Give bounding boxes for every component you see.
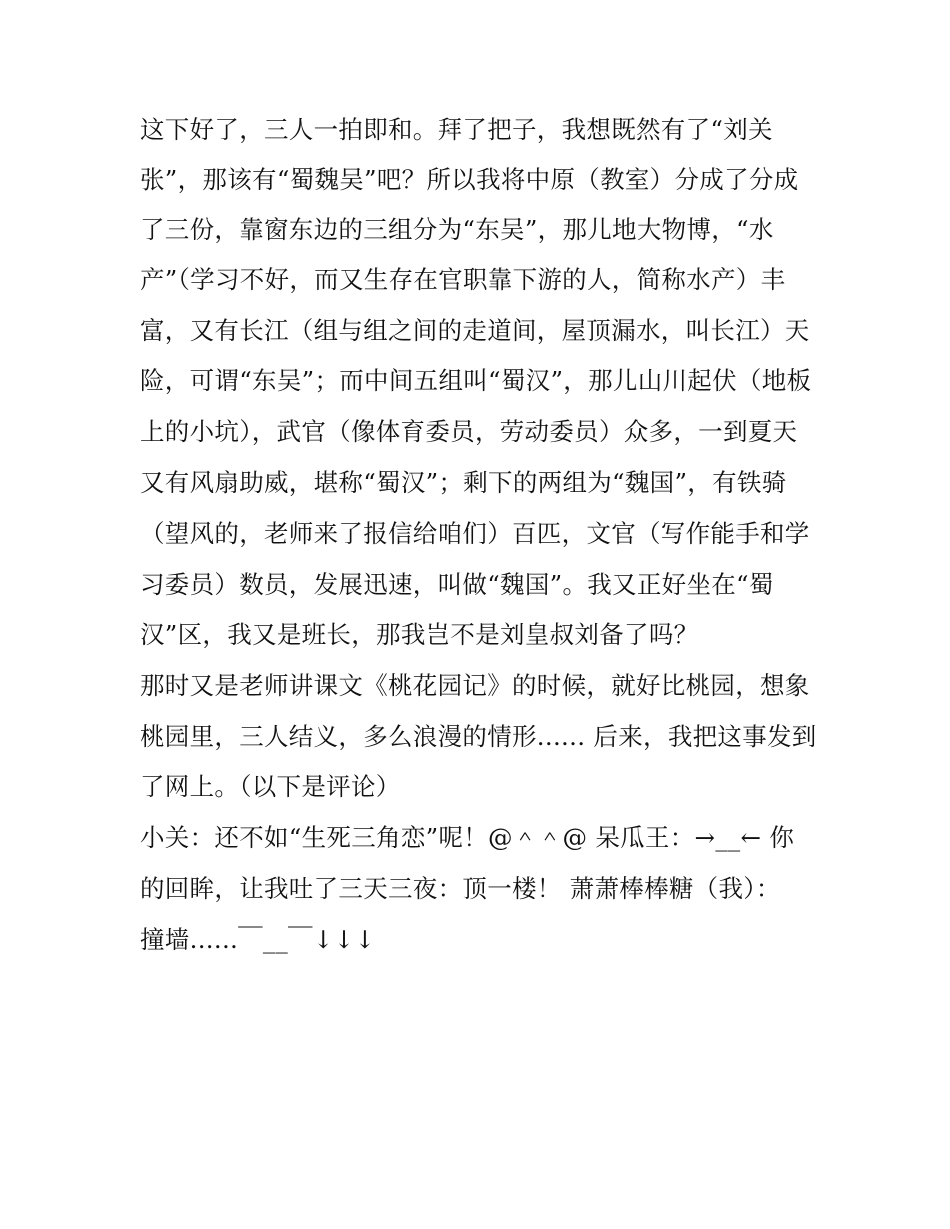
text-line-14: 了网上。（以下是评论） (140, 772, 401, 801)
text-line-2: 张”，那该有“蜀魏吴”吧？所以我将中原（教室）分成了分成 (140, 165, 799, 194)
text-line-1: 这下好了，三人一拍即和。拜了把子，我想既然有了“刘关 (140, 115, 773, 144)
text-line-9: （望风的，老师来了报信给咱们）百匹，文官（写作能手和学 (140, 519, 810, 548)
text-line-8: 又有风扇助威，堪称“蜀汉”；剩下的两组为“魏国”，有铁骑 (140, 468, 787, 497)
text-line-12: 那时又是老师讲课文《桃花园记》的时候，就好比桃园，想象 (140, 671, 810, 700)
text-line-13: 桃园里，三人结义，多么浪漫的情形...... 后来，我把这事发到 (140, 722, 817, 751)
text-line-10: 习委员）数员，发展迅速，叫做“魏国”。我又正好坐在“蜀 (140, 570, 774, 599)
text-line-15: 小关：还不如“生死三角恋”呢！@＾＾@ 呆瓜王：→__← 你 (140, 823, 795, 852)
text-line-4: 产”（学习不好，而又生存在官职靠下游的人，简称水产）丰 (140, 265, 786, 294)
text-line-16: 的回眸，让我吐了三天三夜：顶一楼！ 萧萧棒棒糖（我）： (140, 874, 781, 903)
text-line-11: 汉”区，我又是班长，那我岂不是刘皇叔刘备了吗？ (140, 620, 699, 649)
text-line-17: 撞墙......￣__￣↓↓↓ (140, 925, 376, 954)
text-line-5: 富，又有长江（组与组之间的走道间，屋顶漏水，叫长江）天 (140, 316, 810, 345)
text-line-3: 了三份，靠窗东边的三组分为“东吴”，那儿地大物博，“水 (140, 215, 774, 244)
text-line-7: 上的小坑），武官（像体育委员，劳动委员）众多，一到夏天 (140, 417, 798, 446)
text-line-6: 险，可谓“东吴”；而中间五组叫“蜀汉”，那儿山川起伏（地板 (140, 366, 812, 395)
